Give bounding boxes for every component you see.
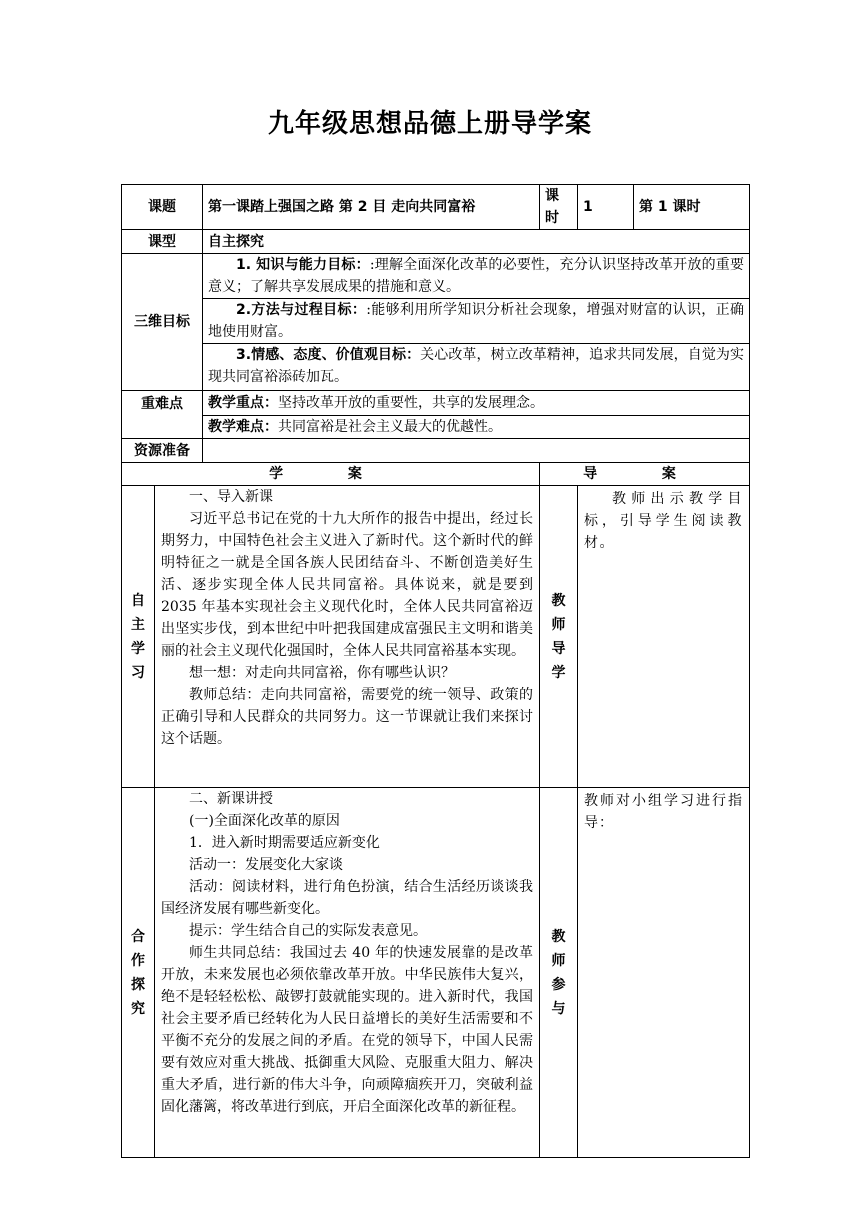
label-char: 导: [551, 640, 566, 657]
topic-label: 课题: [122, 185, 203, 230]
type-value: 自主探究: [203, 230, 750, 254]
self-study-content: [155, 486, 540, 788]
content-paragraph: 二、新课讲授: [189, 791, 273, 807]
guide-content-2: [578, 788, 750, 1158]
content-paragraph: 教师总结：走向共同富裕，需要党的统一领导、政策的正确引导和人民群众的共同努力。这一节课就让我们来探讨这个话题。: [161, 687, 533, 747]
focus-cell: [203, 391, 750, 416]
goal-head-2: 2.方法与过程目标：: [236, 302, 367, 318]
key-label: 重难点: [122, 391, 203, 439]
period-value: 第 1 课时: [634, 185, 750, 230]
content-paragraph: 想一想：对走向共同富裕，你有哪些认识？: [189, 665, 455, 681]
label-char: 教: [551, 928, 566, 945]
cooperative-label: [122, 788, 155, 1158]
goal-body-2: :能够利用所学知识分析社会现象，增强对财富的认识，正确地使用财富。: [208, 302, 744, 340]
teacher-guide-label: [540, 486, 578, 788]
focus-body: 坚持改革开放的重要性，共享的发展理念。: [278, 395, 544, 411]
content-paragraph: 活动：阅读材料，进行角色扮演，结合生活经历谈谈我国经济发展有哪些新变化。: [161, 879, 533, 917]
hours-label: 课时: [540, 185, 578, 230]
content-paragraph: 一、导入新课: [189, 489, 273, 505]
label-char: 主: [131, 616, 145, 633]
difficulty-head: 教学难点：: [208, 419, 278, 435]
goals-label: 三维目标: [122, 254, 203, 391]
focus-row: [122, 391, 750, 416]
type-row: [122, 230, 750, 254]
content-paragraph: 活动一：发展变化大家谈: [189, 857, 343, 873]
goal-item-3: [203, 344, 750, 391]
content-paragraph: 师生共同总结：我国过去 40 年的快速发展靠的是改革开放，未来发展也必须依靠改革开放。中华民族伟大复兴，绝不是轻轻松松、敲锣打鼓就能实现的。进入新时代，我国社会主要矛盾已经转化为人民日益增长的美好生活需要和不平衡不充分的发展之间的矛盾。在党的领导下，中国人民需要有效应对重大挑战、抵御重大风险、克服重大阻力、解决重大矛盾，进行新的伟大斗争，向顽障痼疾开刀，突破利益固化藩篱，将改革进行到底，开启全面深化改革的新征程。: [161, 945, 533, 1115]
label-char: 作: [131, 952, 145, 969]
teacher-participate-label: [540, 788, 578, 1158]
goal-row-3: [122, 344, 750, 391]
guide-content-1: [578, 486, 750, 788]
goal-head-3: 3.情感、态度、价值观目标：: [236, 347, 421, 363]
guide-plan-header: 导 案: [540, 463, 750, 486]
label-char: 学: [131, 640, 145, 657]
self-study-label: [122, 486, 155, 788]
section-self-study: [122, 486, 750, 788]
resources-value: [203, 439, 750, 463]
cooperative-content: [155, 788, 540, 1158]
resources-label: 资源准备: [122, 439, 203, 463]
content-paragraph: 习近平总书记在党的十九大所作的报告中提出，经过长期努力，中国特色社会主义进入了新时代。这个新时代的鲜明特征之一就是全国各族人民团结奋斗、不断创造美好生活、逐步实现全体人民共同富裕。具体说来，就是要到 2035 年基本实现社会主义现代化时，全体人民共同富裕迈出坚实步伐，到本世纪中叶把我国建成富强民主文明和谐美丽的社会主义现代化强国时，全体人民共同富裕基本实现。: [161, 511, 533, 659]
difficulty-cell: [203, 416, 750, 439]
label-char: 习: [131, 664, 145, 681]
label-char: 究: [131, 1000, 145, 1017]
focus-head: 教学重点：: [208, 395, 278, 411]
content-paragraph: (一)全面深化改革的原因: [189, 813, 340, 829]
resources-row: [122, 439, 750, 463]
guide-text: 教师对小组学习进行指导：: [584, 793, 743, 831]
guide-text: 教师出示教学目标，引导学生阅读教材。: [584, 491, 743, 551]
goal-item-2: [203, 299, 750, 344]
column-header-row: [122, 463, 750, 486]
topic-value: 第一课踏上强国之路 第 2 目 走向共同富裕: [203, 185, 540, 230]
label-char: 参: [551, 976, 566, 993]
study-plan-header: 学 案: [122, 463, 540, 486]
goal-item-1: [203, 254, 750, 299]
content-paragraph: 1．进入新时期需要适应新变化: [189, 835, 380, 851]
goal-body-3: 关心改革，树立改革精神，追求共同发展，自觉为实现共同富裕添砖加瓦。: [208, 347, 745, 385]
content-paragraph: 提示：学生结合自己的实际发表意见。: [189, 923, 427, 939]
label-char: 探: [131, 976, 145, 993]
goal-body-1: :理解全面深化改革的必要性，充分认识坚持改革开放的重要意义；了解共享发展成果的措施和意义。: [208, 257, 744, 295]
difficulty-body: 共同富裕是社会主义最大的优越性。: [278, 419, 502, 435]
page-title: 九年级思想品德上册导学案: [267, 109, 592, 139]
label-char: 师: [551, 616, 566, 633]
difficulty-row: [122, 416, 750, 439]
label-char: 学: [551, 664, 566, 681]
goal-head-1: 1. 知识与能力目标：: [236, 257, 370, 273]
goal-row-1: [122, 254, 750, 299]
label-char: 与: [551, 1000, 566, 1017]
topic-row: [122, 185, 750, 230]
type-label: 课型: [122, 230, 203, 254]
label-char: 教: [551, 592, 566, 609]
label-char: 合: [131, 928, 145, 945]
label-char: 自: [131, 592, 145, 609]
section-cooperative: [122, 788, 750, 1158]
lesson-plan-table: [121, 184, 750, 1158]
label-char: 师: [551, 952, 566, 969]
hours-value: 1: [578, 185, 634, 230]
goal-row-2: [122, 299, 750, 344]
